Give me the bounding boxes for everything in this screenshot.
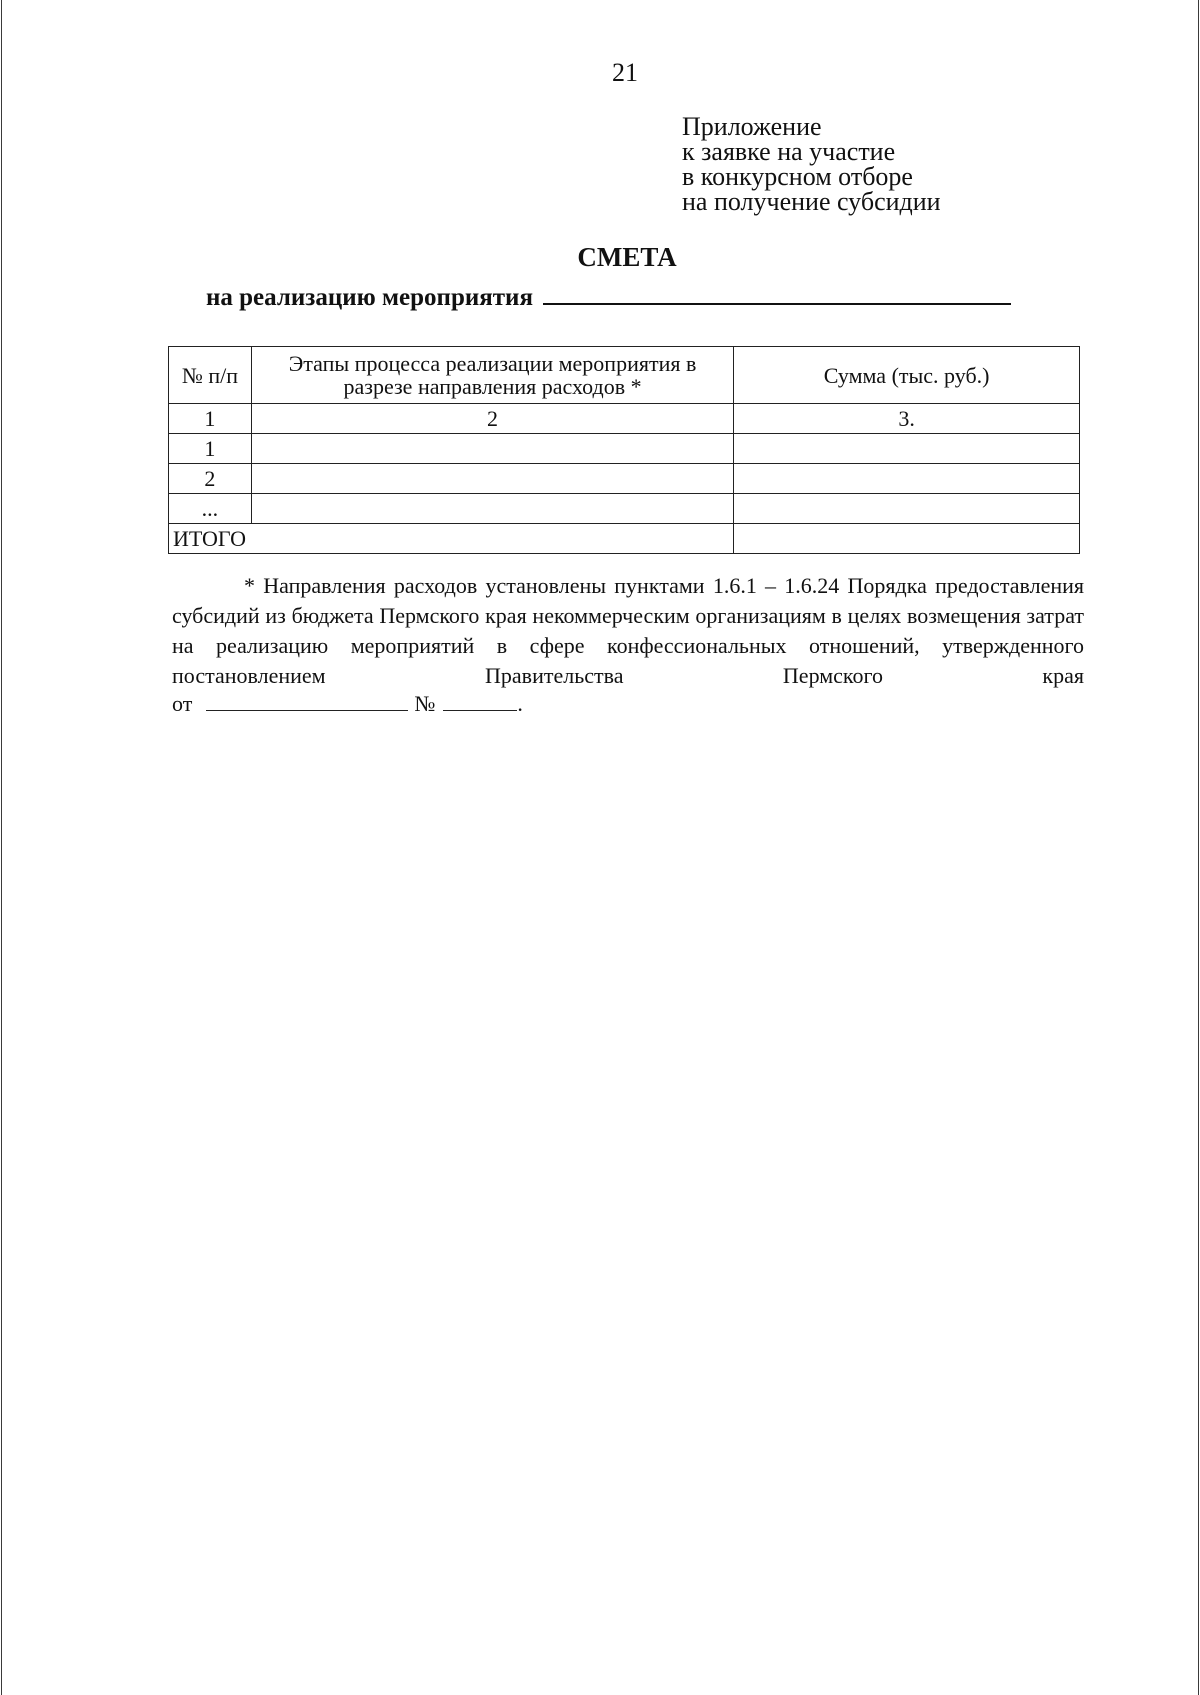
row-stage — [251, 434, 733, 464]
appendix-line: Приложение — [682, 112, 822, 141]
table-row — [169, 494, 1080, 524]
row-number: 2 — [169, 464, 252, 494]
row-number: ... — [169, 494, 252, 524]
table-header-row — [169, 347, 1080, 404]
number-label: № — [414, 691, 436, 716]
page-number: 21 — [612, 58, 638, 87]
column-number-cell: 1 — [169, 404, 252, 434]
number-blank — [443, 692, 517, 711]
total-label: ИТОГО — [169, 524, 734, 554]
from-label: от — [172, 691, 193, 716]
column-number-cell: 2 — [251, 404, 733, 434]
total-sum — [734, 524, 1080, 554]
row-sum — [734, 434, 1080, 464]
appendix-line: на получение субсидии — [682, 187, 941, 216]
appendix-line: к заявке на участие — [682, 137, 896, 166]
header-sum: Сумма (тыс. руб.) — [734, 347, 1080, 404]
row-number: 1 — [169, 434, 252, 464]
header-number: № п/п — [169, 347, 252, 404]
appendix-line: в конкурсном отборе — [682, 162, 913, 191]
event-name-blank — [543, 283, 1011, 305]
document-title: СМЕТА — [577, 242, 677, 272]
table-row — [169, 434, 1080, 464]
estimate-table — [168, 346, 1080, 554]
footnote-reference — [172, 691, 523, 717]
footnote — [172, 571, 1084, 691]
footnote-text: * Направления расходов установлены пунктами 1.6.1 – 1.6.24 Порядка предоставления субсидий из бюджета Пермского края некоммерческим организациям в целях возмещения затрат на реализацию мероприятий в сфере конфессиональных отношений, утвержденного постановлением Правительства Пермского края — [172, 573, 1084, 688]
column-number-row — [169, 404, 1080, 434]
column-number-cell: 3. — [734, 404, 1080, 434]
subtitle-text: на реализацию мероприятия — [206, 284, 533, 311]
end-mark: . — [517, 691, 523, 716]
header-stages: Этапы процесса реализации мероприятия в разрезе направления расходов * — [251, 347, 733, 404]
date-blank — [206, 692, 408, 711]
row-stage — [251, 494, 733, 524]
table-row — [169, 464, 1080, 494]
row-stage — [251, 464, 733, 494]
row-sum — [734, 494, 1080, 524]
appendix-note — [682, 114, 941, 214]
total-row — [169, 524, 1080, 554]
row-sum — [734, 464, 1080, 494]
document-subtitle — [206, 283, 1011, 312]
